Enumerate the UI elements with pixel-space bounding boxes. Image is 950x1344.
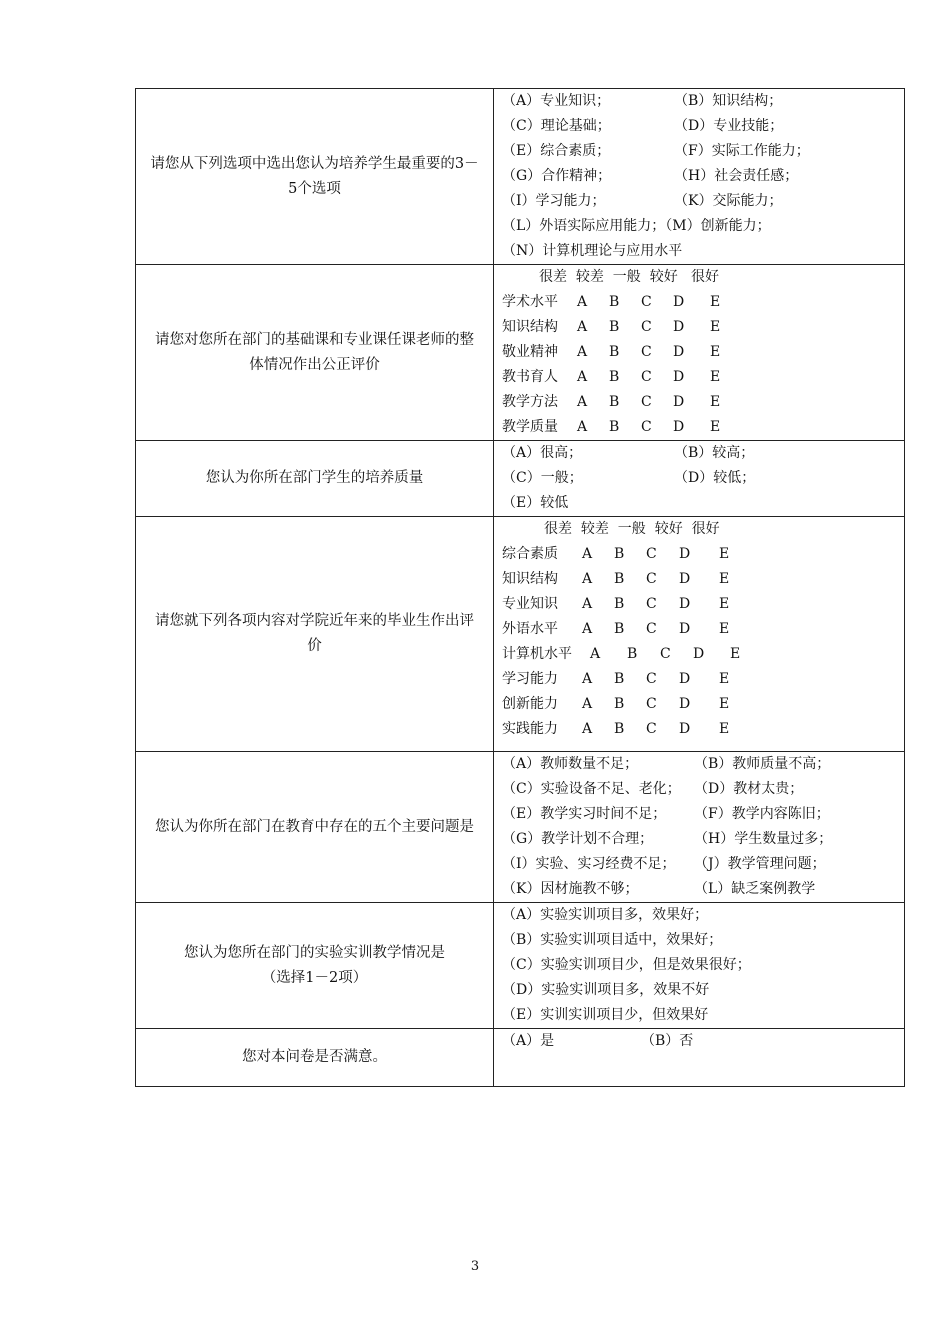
survey-row-main-problems: [136, 752, 905, 903]
grade-e: E: [719, 671, 730, 687]
option-a: （A）很高；: [502, 445, 583, 461]
survey-row-teacher-rating: [136, 265, 905, 441]
grade-c: C: [646, 596, 657, 612]
option-a: （A）实验实训项目多，效果好；: [502, 907, 709, 923]
option-b: （B）教师质量不高；: [694, 756, 831, 772]
rating-label: 专业知识: [502, 596, 558, 612]
grade-a: A: [582, 571, 593, 587]
rating-row: [502, 390, 904, 415]
option-d: （D）较低；: [674, 470, 756, 486]
question-cell: [136, 1029, 494, 1087]
option-c: （C）实验实训项目少，但是效果很好；: [502, 957, 751, 973]
grade-a: A: [582, 596, 593, 612]
grade-a: A: [577, 319, 588, 335]
grade-d: D: [673, 394, 685, 410]
grade-b: B: [609, 319, 620, 335]
answer-cell: [494, 89, 905, 265]
grade-a: A: [577, 394, 588, 410]
grade-b: B: [609, 369, 620, 385]
grade-e: E: [710, 319, 721, 335]
grade-e: E: [719, 621, 730, 637]
question-text: 您认为你所在部门在教育中存在的五个主要问题是: [155, 818, 474, 835]
grade-a: A: [577, 419, 588, 435]
question-note: （选择1－2项）: [261, 969, 368, 986]
grade-b: B: [614, 671, 625, 687]
answer-cell: [494, 265, 905, 441]
option-e: （E）教学实习时间不足；: [502, 806, 667, 822]
option-j: （J）教学管理问题；: [694, 856, 826, 872]
option-c: （C）实验设备不足、老化；: [502, 781, 681, 797]
question-cell: [136, 265, 494, 441]
rating-label: 教学质量: [502, 419, 558, 435]
grade-e: E: [719, 696, 730, 712]
rating-row: [502, 667, 904, 692]
rating-row: [502, 542, 904, 567]
option-no: （B）否: [641, 1033, 694, 1049]
option-c: （C）理论基础；: [502, 118, 611, 134]
grade-e: E: [710, 344, 721, 360]
grade-b: B: [609, 394, 620, 410]
grade-b: B: [614, 721, 625, 737]
survey-row-satisfaction: [136, 1029, 905, 1087]
option-h: （H）社会责任感；: [674, 168, 799, 184]
question-cell: [136, 441, 494, 517]
grade-b: B: [614, 546, 625, 562]
grade-d: D: [673, 419, 685, 435]
options-grid: [502, 752, 904, 902]
options-grid: [502, 441, 904, 516]
question-text: 请您从下列选项中选出您认为培养学生最重要的3－5个选项: [150, 155, 479, 197]
grade-e: E: [710, 394, 721, 410]
grade-e: E: [719, 721, 730, 737]
grade-b: B: [609, 294, 620, 310]
grade-a: A: [582, 696, 593, 712]
rating-scale-header: 很差 较差 一般 较好 很好: [539, 269, 720, 285]
rating-label: 教学方法: [502, 394, 558, 410]
survey-row-lab-training: [136, 903, 905, 1029]
option-c: （C）一般；: [502, 470, 583, 486]
rating-row: [502, 592, 904, 617]
option-l-m: （L）外语实际应用能力；（M）创新能力；: [502, 218, 771, 234]
answer-cell: [494, 517, 905, 752]
grade-a: A: [590, 646, 601, 662]
grade-d: D: [673, 319, 685, 335]
grade-d: D: [693, 646, 705, 662]
option-f: （F）实际工作能力；: [674, 143, 810, 159]
grade-e: E: [719, 546, 730, 562]
grade-a: A: [577, 369, 588, 385]
option-e: （E）较低: [502, 495, 569, 511]
grade-d: D: [673, 294, 685, 310]
grade-a: A: [582, 721, 593, 737]
survey-row-graduate-rating: [136, 517, 905, 752]
survey-row-key-abilities: [136, 89, 905, 265]
page-number: 3: [470, 1259, 480, 1274]
grade-c: C: [646, 621, 657, 637]
rating-label: 教书育人: [502, 369, 558, 385]
question-cell: [136, 517, 494, 752]
option-n: （N）计算机理论与应用水平: [502, 243, 683, 259]
option-e: （E）综合素质；: [502, 143, 611, 159]
grade-c: C: [646, 571, 657, 587]
option-k: （K）因材施教不够；: [502, 881, 639, 897]
rating-row: [502, 567, 904, 592]
option-e: （E）实训实训项目少，但效果好: [502, 1007, 709, 1023]
grade-c: C: [641, 319, 652, 335]
question-text: 您对本问卷是否满意。: [242, 1049, 387, 1065]
rating-scale-header: 很差 较差 一般 较好 很好: [544, 521, 720, 537]
option-i: （I）学习能力；: [502, 193, 606, 209]
grade-a: A: [577, 294, 588, 310]
option-a: （A）教师数量不足；: [502, 756, 639, 772]
answer-cell: [494, 1029, 905, 1087]
question-text: 您认为您所在部门的实验实训教学情况是: [184, 944, 445, 961]
rating-label: 学习能力: [502, 671, 558, 687]
grade-c: C: [646, 721, 657, 737]
grade-b: B: [609, 344, 620, 360]
grade-c: C: [641, 344, 652, 360]
rating-label: 学术水平: [502, 294, 558, 310]
grade-c: C: [660, 646, 671, 662]
option-d: （D）专业技能；: [674, 118, 784, 134]
option-d: （D）实验实训项目多，效果不好: [502, 982, 710, 998]
option-l: （L）缺乏案例教学: [694, 881, 816, 897]
question-text: 请您对您所在部门的基础课和专业课任课老师的整体情况作出公正评价: [155, 331, 474, 373]
rating-row: [502, 415, 904, 440]
grade-b: B: [627, 646, 638, 662]
grade-d: D: [679, 721, 691, 737]
option-k: （K）交际能力；: [674, 193, 783, 209]
answer-cell: [494, 903, 905, 1029]
grade-b: B: [614, 696, 625, 712]
grade-a: A: [577, 344, 588, 360]
grade-b: B: [614, 571, 625, 587]
grade-b: B: [614, 621, 625, 637]
survey-table: [135, 88, 905, 1087]
option-a: （A）专业知识；: [502, 93, 611, 109]
rating-label: 知识结构: [502, 571, 558, 587]
question-text: 您认为你所在部门学生的培养质量: [205, 470, 424, 486]
option-h: （H）学生数量过多；: [694, 831, 833, 847]
grade-d: D: [679, 696, 691, 712]
grade-c: C: [641, 294, 652, 310]
grade-e: E: [710, 294, 721, 310]
option-i: （I）实验、实习经费不足；: [502, 856, 676, 872]
rating-row: [502, 692, 904, 717]
grade-b: B: [609, 419, 620, 435]
question-text: 请您就下列各项内容对学院近年来的毕业生作出评价: [155, 613, 474, 654]
rating-label: 创新能力: [502, 696, 558, 712]
rating-row: [502, 642, 904, 667]
answer-cell: [494, 752, 905, 903]
options-grid: [502, 1029, 904, 1054]
options-grid: [502, 89, 904, 214]
option-f: （F）教学内容陈旧；: [694, 806, 830, 822]
grade-e: E: [719, 596, 730, 612]
option-yes: （A）是: [502, 1033, 555, 1049]
grade-a: A: [582, 546, 593, 562]
rating-label: 计算机水平: [502, 646, 572, 662]
rating-row: [502, 717, 904, 742]
grade-e: E: [710, 369, 721, 385]
rating-row: [502, 340, 904, 365]
grade-c: C: [646, 696, 657, 712]
option-b: （B）较高；: [674, 445, 755, 461]
rating-row: [502, 315, 904, 340]
option-g: （G）合作精神；: [502, 168, 612, 184]
grade-e: E: [730, 646, 741, 662]
grade-d: D: [679, 596, 691, 612]
grade-e: E: [719, 571, 730, 587]
grade-a: A: [582, 671, 593, 687]
rating-row: [502, 617, 904, 642]
grade-c: C: [641, 394, 652, 410]
grade-d: D: [673, 344, 685, 360]
answer-cell: [494, 441, 905, 517]
grade-d: D: [679, 671, 691, 687]
option-b: （B）知识结构；: [674, 93, 783, 109]
question-cell: [136, 903, 494, 1029]
option-b: （B）实验实训项目适中，效果好；: [502, 932, 723, 948]
rating-label: 综合素质: [502, 546, 558, 562]
question-cell: [136, 752, 494, 903]
grade-d: D: [679, 621, 691, 637]
rating-label: 知识结构: [502, 319, 558, 335]
rating-label: 实践能力: [502, 721, 558, 737]
option-d: （D）教材太贵；: [694, 781, 804, 797]
option-g: （G）教学计划不合理；: [502, 831, 654, 847]
grade-d: D: [673, 369, 685, 385]
rating-label: 敬业精神: [502, 344, 558, 360]
survey-row-training-quality: [136, 441, 905, 517]
rating-row: [502, 365, 904, 390]
question-cell: [136, 89, 494, 265]
grade-d: D: [679, 571, 691, 587]
grade-d: D: [679, 546, 691, 562]
grade-e: E: [710, 419, 721, 435]
grade-c: C: [641, 369, 652, 385]
grade-b: B: [614, 596, 625, 612]
grade-a: A: [582, 621, 593, 637]
rating-label: 外语水平: [502, 621, 558, 637]
grade-c: C: [646, 546, 657, 562]
grade-c: C: [646, 671, 657, 687]
rating-row: [502, 290, 904, 315]
grade-c: C: [641, 419, 652, 435]
